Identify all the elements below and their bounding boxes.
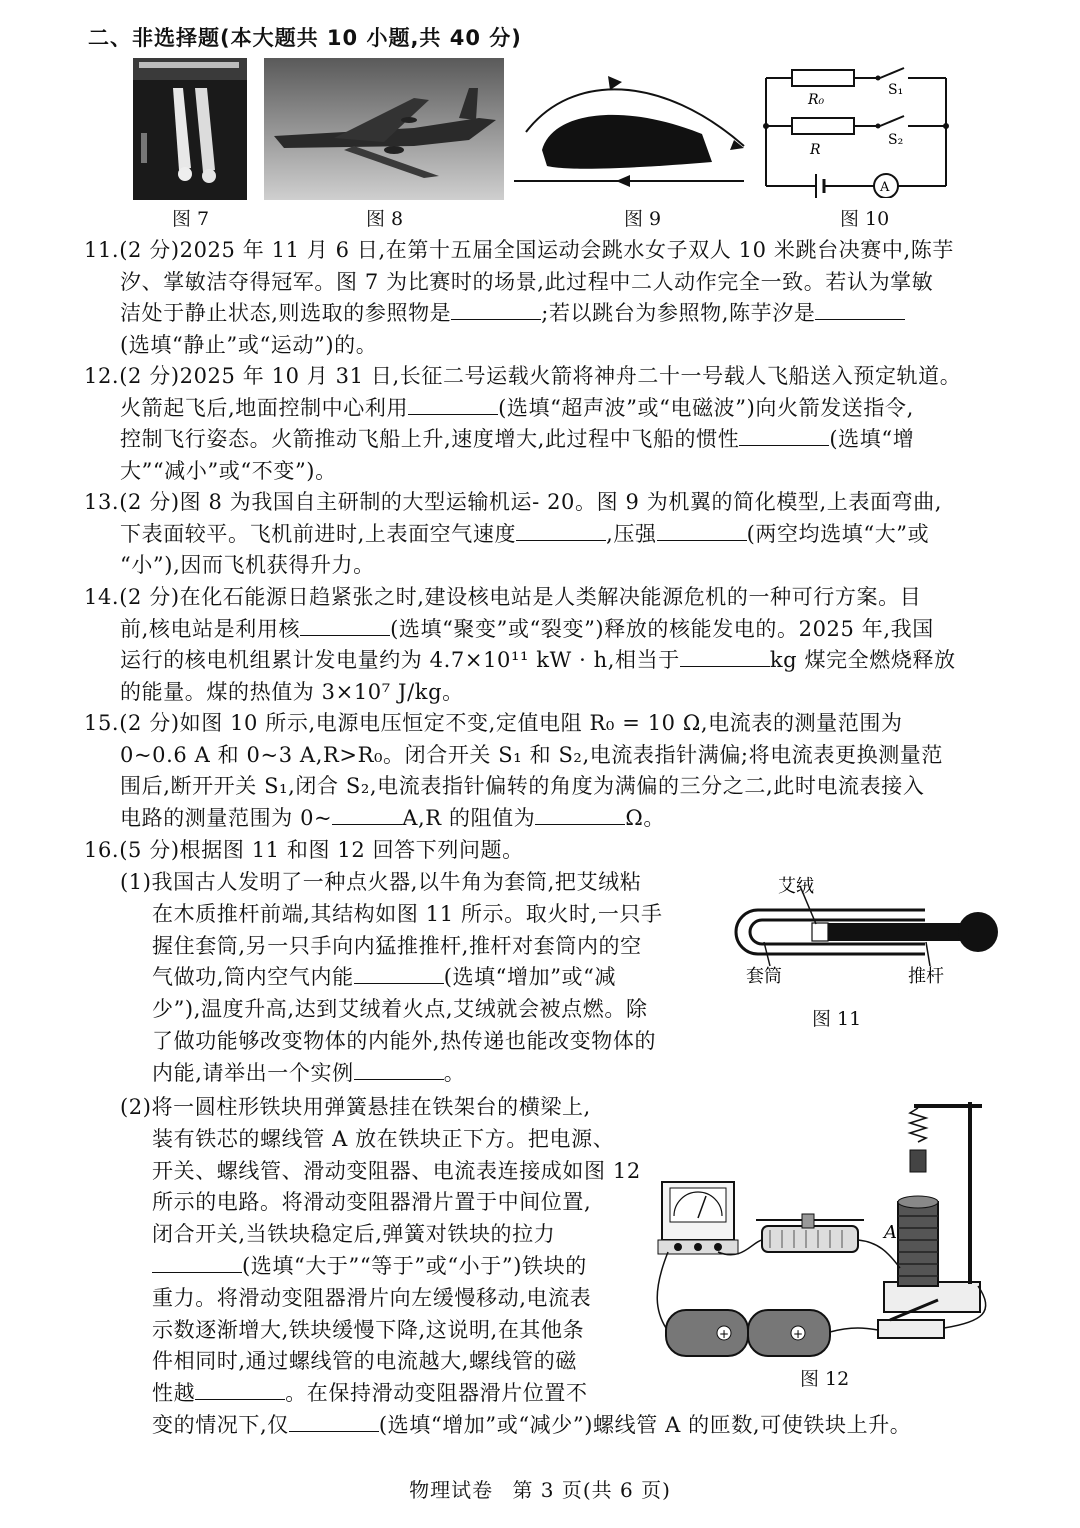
q16-part-1 <box>120 867 720 1090</box>
svg-text:+: + <box>793 1327 804 1341</box>
q14-blank-2[interactable] <box>680 646 770 667</box>
figure-7-caption: 图 7 <box>172 208 210 230</box>
fig11-tuigan-label: 推杆 <box>908 966 944 987</box>
q11-line-3b: ;若以跳台为参照物,陈芋汐是 <box>541 301 816 325</box>
figure-7-photo <box>133 58 247 200</box>
q11-line-4: (选填“静止”或“运动”)的。 <box>120 332 378 357</box>
q12-line-3b: (选填“增 <box>829 427 915 451</box>
q16-part-2 <box>120 1092 660 1410</box>
q15-line-4b: A,R 的阻值为 <box>402 805 536 830</box>
q13-line-3: “小”),因而飞机获得升力。 <box>120 553 375 577</box>
q16-p1-line-7a: 内能,请举出一个实例 <box>152 1060 354 1085</box>
q12-line-2b: (选填“超声波”或“电磁波”)向火箭发送指令, <box>498 395 914 420</box>
q11-blank-1[interactable] <box>451 299 541 320</box>
q16-p2-line-6b: (选填“大于”“等于”或“小于”)铁块的 <box>242 1253 587 1278</box>
q16-p1-line-5: 少”),温度升高,达到艾绒着火点,艾绒就会被点燃。除 <box>152 997 648 1022</box>
q11-line-3a: 洁处于静止状态,则选取的参照物是 <box>120 301 452 325</box>
svg-text:+: + <box>719 1327 730 1341</box>
q16-p2-last-line <box>152 1410 1032 1442</box>
fig11-taotong-label: 套筒 <box>746 966 782 987</box>
q16-p2-line-5: 闭合开关,当铁块稳定后,弹簧对铁块的拉力 <box>152 1222 556 1247</box>
fig10-ammeter-label: A <box>880 180 890 195</box>
footer-page-number: 第 3 页(共 6 页) <box>512 1478 671 1502</box>
q16-p2-line-11b: (选填“增加”或“减少”)螺线管 A 的匝数,可使铁块上升。 <box>378 1413 912 1437</box>
q16-line-0: 16.(5 分)根据图 11 和图 12 回答下列问题。 <box>84 838 524 862</box>
q14-line-4: 的能量。煤的热值为 3×10⁷ J/kg。 <box>120 679 464 704</box>
q11-line-2: 汐、掌敏洁夺得冠军。图 7 为比赛时的场景,此过程中二人动作完全一致。若认为掌敏 <box>120 269 934 294</box>
q16-p1-blank-2[interactable] <box>354 1059 444 1080</box>
q16-p1-line-2: 在木质推杆前端,其结构如图 11 所示。取火时,一只手 <box>152 901 663 926</box>
q16-p2-blank-2[interactable] <box>195 1379 285 1400</box>
q16-p1-line-4a: 气做功,筒内空气内能 <box>152 965 354 990</box>
q14-line-1: 14.(2 分)在化石能源日趋紧张之时,建设核电站是人类解决能源危机的一种可行方案。目 <box>84 585 922 609</box>
q16-p2-line-10a: 性越 <box>152 1381 196 1406</box>
q14-line-3a: 运行的核电机组累计发电量约为 4.7×10¹¹ kW · h,相当于 <box>120 648 680 672</box>
footer-subject: 物理试卷 <box>409 1478 494 1502</box>
figure-8-photo <box>264 58 504 200</box>
fig10-r-label: R <box>810 142 821 158</box>
q15-line-2: 0~0.6 A 和 0~3 A,R>R₀。闭合开关 S₁ 和 S₂,电流表指针满偏;将电流表更换测量范 <box>120 742 943 767</box>
figure-10-caption: 图 10 <box>840 208 890 230</box>
q12-blank-1[interactable] <box>408 394 498 415</box>
fig10-s1-label: S₁ <box>888 82 904 98</box>
q16-p1-line-3: 握住套筒,另一只手向内猛推推杆,推杆对套筒内的空 <box>152 933 642 958</box>
q11-line-1: 11.(2 分)2025 年 11 月 6 日,在第十五届全国运动会跳水女子双人 10 米跳台决赛中,陈芋 <box>84 238 954 262</box>
fig12-solenoid-label: A <box>884 1222 897 1243</box>
q15-line-4a: 电路的测量范围为 0~ <box>120 805 333 830</box>
q16-p2-line-11a: 变的情况下,仅 <box>152 1413 289 1437</box>
fig11-airong-label: 艾绒 <box>778 876 814 897</box>
question-14 <box>84 582 1000 708</box>
q16-p2-line-9: 件相同时,通过螺线管的电流越大,螺线管的磁 <box>152 1349 577 1374</box>
figure-9-caption: 图 9 <box>624 208 662 230</box>
q14-line-3b: kg 煤完全燃烧释放 <box>769 648 956 672</box>
figure-12-apparatus <box>652 1092 1004 1392</box>
fig10-r0-label: R₀ <box>808 92 825 108</box>
question-15 <box>84 708 1000 834</box>
figure-8-caption: 图 8 <box>366 208 404 230</box>
figure-11-caption: 图 11 <box>812 1008 862 1030</box>
q16-p2-line-8: 示数逐渐增大,铁块缓慢下降,这说明,在其他条 <box>152 1317 585 1342</box>
q13-line-2c: (两空均选填“大”或 <box>746 521 930 546</box>
q12-line-4: 大”“减小”或“不变”)。 <box>120 458 337 483</box>
q13-blank-1[interactable] <box>516 520 606 541</box>
q16-p2-line-4: 所示的电路。将滑动变阻器滑片置于中间位置, <box>152 1190 592 1215</box>
figure-10-circuit <box>758 64 954 198</box>
page-footer <box>0 1474 1080 1503</box>
q13-line-1: 13.(2 分)图 8 为我国自主研制的大型运输机运- 20。图 9 为机翼的简化模型,上表面弯曲, <box>84 490 943 514</box>
question-11 <box>84 235 1000 361</box>
q14-line-2a: 前,核电站是利用核 <box>120 616 301 641</box>
q15-line-4c: Ω。 <box>625 805 665 830</box>
q14-blank-1[interactable] <box>300 615 390 636</box>
q12-blank-2[interactable] <box>739 425 829 446</box>
q15-line-3: 围后,断开开关 S₁,闭合 S₂,电流表指针偏转的角度为满偏的三分之二,此时电流表接入 <box>120 774 925 798</box>
figure-11-fire-piston <box>720 870 1010 990</box>
question-12 <box>84 361 1000 487</box>
q13-line-2b: ,压强 <box>606 521 657 546</box>
q16-p1-line-4b: (选填“增加”或“减 <box>443 965 617 990</box>
q16-p1-blank-1[interactable] <box>354 963 444 984</box>
q15-blank-2[interactable] <box>535 804 625 825</box>
q16-p2-line-2: 装有铁芯的螺线管 A 放在铁块正下方。把电源、 <box>152 1126 615 1151</box>
q16-p2-line-3: 开关、螺线管、滑动变阻器、电流表连接成如图 12 <box>152 1158 641 1183</box>
q16-p2-line-10b: 。在保持滑动变阻器滑片位置不 <box>285 1381 588 1406</box>
q16-p2-line-1: (2)将一圆柱形铁块用弹簧悬挂在铁架台的横梁上, <box>120 1095 591 1119</box>
q14-line-2b: (选填“聚变”或“裂变”)释放的核能发电的。2025 年,我国 <box>390 616 934 641</box>
q16-p2-blank-1[interactable] <box>152 1252 242 1273</box>
figure-12-caption: 图 12 <box>800 1368 850 1390</box>
q16-p1-line-7b: 。 <box>443 1060 466 1085</box>
q13-blank-2[interactable] <box>657 520 747 541</box>
q12-line-1: 12.(2 分)2025 年 10 月 31 日,长征二号运载火箭将神舟二十一号载人飞船送入预定轨道。 <box>84 364 962 388</box>
q15-line-1: 15.(2 分)如图 10 所示,电源电压恒定不变,定值电阻 R₀ = 10 Ω,电流表的测量范围为 <box>84 711 903 735</box>
q15-blank-1[interactable] <box>332 804 402 825</box>
question-13 <box>84 487 1000 582</box>
fig10-s2-label: S₂ <box>888 132 904 148</box>
q11-blank-2[interactable] <box>815 299 905 320</box>
q16-p1-line-1: (1)我国古人发明了一种点火器,以牛角为套筒,把艾绒粘 <box>120 870 642 894</box>
figure-9-wing-diagram <box>512 62 748 198</box>
q16-p1-line-6: 了做功能够改变物体的内能外,热传递也能改变物体的 <box>152 1028 657 1053</box>
q16-p2-line-7: 重力。将滑动变阻器滑片向左缓慢移动,电流表 <box>152 1285 592 1310</box>
q13-line-2a: 下表面较平。飞机前进时,上表面空气速度 <box>120 521 517 546</box>
q12-line-2a: 火箭起飞后,地面控制中心利用 <box>120 395 409 420</box>
section-title: 二、非选择题(本大题共 10 小题,共 40 分) <box>88 26 522 50</box>
question-16 <box>84 835 1000 867</box>
q16-p2-blank-3[interactable] <box>289 1411 379 1432</box>
q12-line-3a: 控制飞行姿态。火箭推动飞船上升,速度增大,此过程中飞船的惯性 <box>120 427 740 451</box>
